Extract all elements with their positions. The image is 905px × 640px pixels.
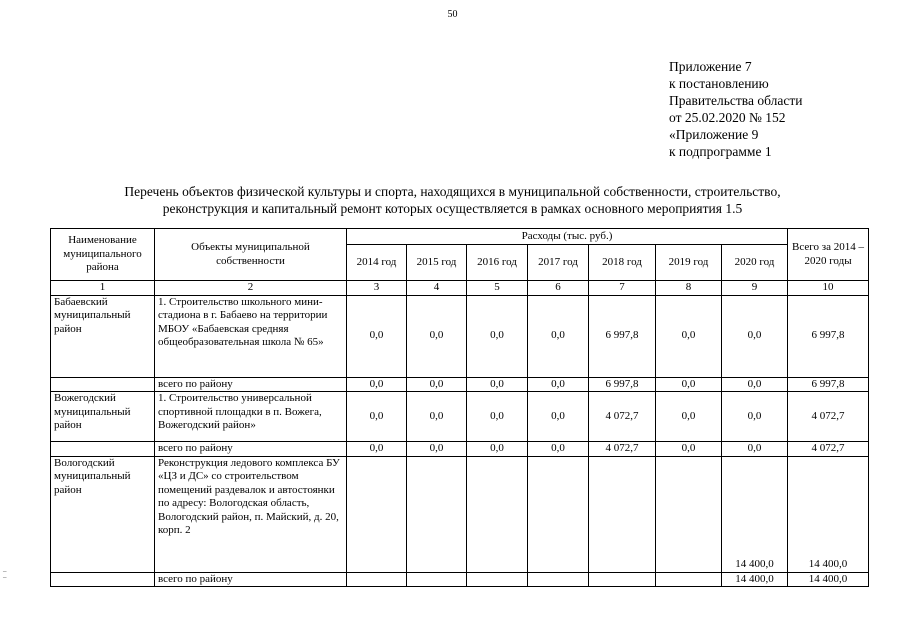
header-year: 2017 год — [528, 245, 589, 281]
subtotal-value: 6 997,8 — [589, 377, 656, 392]
subtotal-value: 0,0 — [467, 442, 528, 457]
expense-value: 0,0 — [528, 295, 589, 377]
table-row — [51, 295, 869, 377]
subtotal-value: 0,0 — [407, 377, 467, 392]
objects-table — [50, 228, 869, 587]
total-value: 6 997,8 — [788, 295, 869, 377]
expense-value: 0,0 — [656, 392, 722, 442]
subtotal-value — [528, 572, 589, 587]
appendix-line: «Приложение 9 — [669, 127, 759, 142]
subtotal-row — [51, 572, 869, 587]
column-number: 4 — [407, 281, 467, 296]
total-value: 4 072,7 — [788, 392, 869, 442]
subtotal-total: 4 072,7 — [788, 442, 869, 457]
column-number: 6 — [528, 281, 589, 296]
document-title — [0, 183, 905, 217]
district-name: Вологодский муниципальный район — [51, 456, 155, 572]
header-year: 2015 год — [407, 245, 467, 281]
appendix-block — [669, 58, 802, 160]
subtotal-value: 0,0 — [656, 377, 722, 392]
appendix-line: Приложение 7 — [669, 59, 752, 74]
margin-mark: – – — [3, 567, 7, 581]
header-objects: Объекты муниципальной собственности — [155, 229, 347, 281]
subtotal-value: 0,0 — [722, 442, 788, 457]
object-name: 1. Строительство школьного мини-стадиона в г. Бабаево на территории МБОУ «Бабаевская средняя общеобразовательная школа № 65» — [155, 295, 347, 377]
expense-value: 0,0 — [722, 392, 788, 442]
subtotal-value: 0,0 — [407, 442, 467, 457]
subtotal-value — [347, 572, 407, 587]
subtotal-label: всего по району — [155, 442, 347, 457]
title-line: реконструкция и капитальный ремонт которых осуществляется в рамках основного мероприятия 1.5 — [162, 201, 743, 216]
expense-value — [467, 456, 528, 572]
header-district: Наименование муниципального района — [51, 229, 155, 281]
subtotal-row — [51, 442, 869, 457]
expense-value: 0,0 — [347, 392, 407, 442]
subtotal-label: всего по району — [155, 377, 347, 392]
header-expenses: Расходы (тыс. руб.) — [347, 229, 788, 245]
header-year: 2018 год — [589, 245, 656, 281]
subtotal-label: всего по району — [155, 572, 347, 587]
object-name: 1. Строительство универсальной спортивной площадки в п. Вожега, Вожегодский район» — [155, 392, 347, 442]
column-number: 9 — [722, 281, 788, 296]
header-year: 2020 год — [722, 245, 788, 281]
subtotal-row — [51, 377, 869, 392]
expense-value: 0,0 — [722, 295, 788, 377]
subtotal-value: 0,0 — [347, 442, 407, 457]
column-number: 7 — [589, 281, 656, 296]
expense-value: 6 997,8 — [589, 295, 656, 377]
appendix-line: к подпрограмме 1 — [669, 144, 772, 159]
expense-value: 0,0 — [407, 295, 467, 377]
column-number: 2 — [155, 281, 347, 296]
subtotal-total: 14 400,0 — [788, 572, 869, 587]
expense-value: 0,0 — [528, 392, 589, 442]
subtotal-value: 4 072,7 — [589, 442, 656, 457]
subtotal-value: 0,0 — [528, 377, 589, 392]
table-row — [51, 392, 869, 442]
appendix-line: к постановлению — [669, 76, 769, 91]
column-number: 5 — [467, 281, 528, 296]
appendix-line: от 25.02.2020 № 152 — [669, 110, 786, 125]
expense-value: 14 400,0 — [722, 456, 788, 572]
subtotal-value: 0,0 — [722, 377, 788, 392]
table-row — [51, 456, 869, 572]
expense-value: 0,0 — [467, 295, 528, 377]
subtotal-empty — [51, 442, 155, 457]
subtotal-value: 0,0 — [656, 442, 722, 457]
expense-value: 0,0 — [656, 295, 722, 377]
header-year: 2016 год — [467, 245, 528, 281]
header-total: Всего за 2014 – 2020 годы — [788, 229, 869, 281]
page-number: 50 — [447, 9, 458, 20]
expense-value — [656, 456, 722, 572]
expense-value — [589, 456, 656, 572]
subtotal-empty — [51, 572, 155, 587]
subtotal-value — [656, 572, 722, 587]
subtotal-value — [589, 572, 656, 587]
expense-value: 0,0 — [467, 392, 528, 442]
subtotal-value — [407, 572, 467, 587]
subtotal-value: 14 400,0 — [722, 572, 788, 587]
expense-value — [347, 456, 407, 572]
district-name: Вожегодский муниципальный район — [51, 392, 155, 442]
column-number: 3 — [347, 281, 407, 296]
expense-value: 4 072,7 — [589, 392, 656, 442]
subtotal-value: 0,0 — [528, 442, 589, 457]
expense-value: 0,0 — [347, 295, 407, 377]
title-line: Перечень объектов физической культуры и спорта, находящихся в муниципальной собственности, строительство, — [124, 184, 781, 199]
district-name: Бабаевский муниципальный район — [51, 295, 155, 377]
header-year: 2014 год — [347, 245, 407, 281]
header-year: 2019 год — [656, 245, 722, 281]
subtotal-value — [467, 572, 528, 587]
expense-value — [407, 456, 467, 572]
total-value: 14 400,0 — [788, 456, 869, 572]
column-number: 10 — [788, 281, 869, 296]
subtotal-value: 0,0 — [467, 377, 528, 392]
subtotal-empty — [51, 377, 155, 392]
expense-value — [528, 456, 589, 572]
appendix-line: Правительства области — [669, 93, 803, 108]
object-name: Реконструкция ледового комплекса БУ «ЦЗ и ДС» со строительством помещений раздевалок и автостоянки по адресу: Вологодская область, Вологодский район, п. Майский, д. 20, корп. 2 — [155, 456, 347, 572]
column-number: 1 — [51, 281, 155, 296]
subtotal-value: 0,0 — [347, 377, 407, 392]
subtotal-total: 6 997,8 — [788, 377, 869, 392]
column-number: 8 — [656, 281, 722, 296]
expense-value: 0,0 — [407, 392, 467, 442]
